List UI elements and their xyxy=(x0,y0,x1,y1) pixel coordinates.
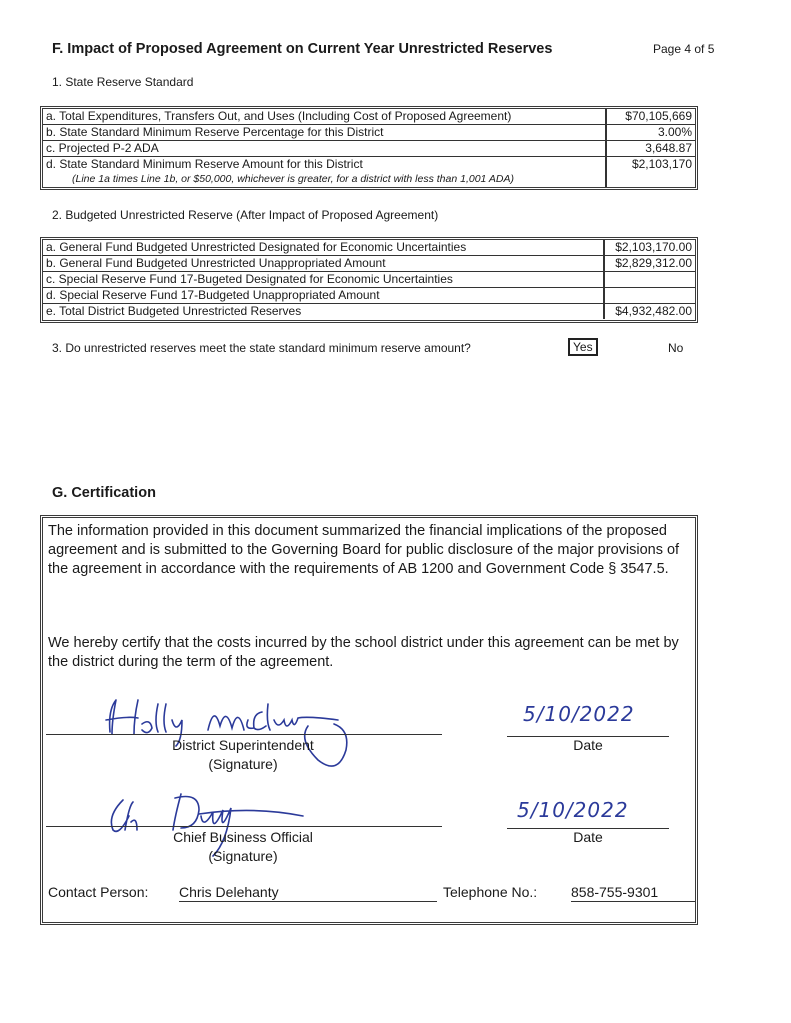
row-label: b. General Fund Budgeted Unrestricted Unappropriated Amount xyxy=(43,256,604,272)
row-value xyxy=(604,272,695,288)
row-value xyxy=(604,288,695,304)
row-value: $2,103,170 xyxy=(606,157,695,188)
row-value: 3.00% xyxy=(606,125,695,141)
certification-paragraph-1: The information provided in this document summarized the financial implications of the proposed agreement and is submitted to the Governing Board for public disclosure of the major provisions of the agreement in accordance with the requirements of AB 1200 and Government Code § 3547.5. xyxy=(48,523,680,577)
table-row xyxy=(43,304,695,320)
signature-date: 5/10/2022 xyxy=(517,798,629,822)
part3-question: 3. Do unrestricted reserves meet the state standard minimum reserve amount? xyxy=(52,341,471,355)
page-number: Page 4 of 5 xyxy=(653,42,715,56)
certification-paragraph-2: We hereby certify that the costs incurred by the school district under this agreement can be met by the district during the term of the agreement. xyxy=(48,635,679,670)
row-value: 3,648.87 xyxy=(606,141,695,157)
contact-person-value: Chris Delehanty xyxy=(179,884,279,900)
table-row xyxy=(43,288,695,304)
telephone-field xyxy=(571,884,695,902)
date-label: Date xyxy=(573,737,603,753)
table-row xyxy=(43,157,695,188)
row-value: $2,829,312.00 xyxy=(604,256,695,272)
date-label: Date xyxy=(573,829,603,845)
row-value: $70,105,669 xyxy=(606,109,695,125)
row-value: $4,932,482.00 xyxy=(604,304,695,320)
no-option[interactable]: No xyxy=(668,341,684,355)
table-row xyxy=(43,272,695,288)
table-row xyxy=(43,240,695,256)
row-label: d. State Standard Minimum Reserve Amount for this District xyxy=(46,157,363,171)
table-row xyxy=(43,141,695,157)
signature-sub: (Signature) xyxy=(208,756,278,772)
section-f-title: F. Impact of Proposed Agreement on Current Year Unrestricted Reserves xyxy=(52,41,553,57)
telephone-label: Telephone No.: xyxy=(443,884,538,900)
row-label: d. Special Reserve Fund 17-Budgeted Unappropriated Amount xyxy=(43,288,604,304)
row-label: c. Special Reserve Fund 17-Bugeted Designated for Economic Uncertainties xyxy=(43,272,604,288)
signature-line xyxy=(46,734,442,735)
row-label: e. Total District Budgeted Unrestricted Reserves xyxy=(43,304,604,320)
section-g-title: G. Certification xyxy=(52,485,156,501)
contact-person-field xyxy=(179,884,437,902)
signature-date: 5/10/2022 xyxy=(523,702,635,726)
part2-heading: 2. Budgeted Unrestricted Reserve (After Impact of Proposed Agreement) xyxy=(52,208,439,222)
row-label: a. General Fund Budgeted Unrestricted Designated for Economic Uncertainties xyxy=(43,240,604,256)
row-label: b. State Standard Minimum Reserve Percentage for this District xyxy=(43,125,606,141)
signature-role: Chief Business Official xyxy=(173,829,313,845)
row-value: $2,103,170.00 xyxy=(604,240,695,256)
signature-line xyxy=(46,826,442,827)
part1-heading: 1. State Reserve Standard xyxy=(52,75,194,89)
row-note: (Line 1a times Line 1b, or $50,000, whichever is greater, for a district with less than 1,001 ADA) xyxy=(72,173,515,185)
budgeted-reserve-table xyxy=(40,237,698,323)
state-reserve-table xyxy=(40,106,698,190)
contact-person-label: Contact Person: xyxy=(48,884,149,900)
certification-box xyxy=(40,515,698,925)
telephone-value: 858-755-9301 xyxy=(571,884,659,900)
row-label: c. Projected P-2 ADA xyxy=(43,141,606,157)
row-label: a. Total Expenditures, Transfers Out, and Uses (Including Cost of Proposed Agreement) xyxy=(43,109,606,125)
table-row xyxy=(43,109,695,125)
table-row xyxy=(43,125,695,141)
signature-sub: (Signature) xyxy=(208,848,278,864)
yes-option-selected[interactable]: Yes xyxy=(568,338,598,356)
table-row xyxy=(43,256,695,272)
signature-role: District Superintendent xyxy=(172,737,314,753)
